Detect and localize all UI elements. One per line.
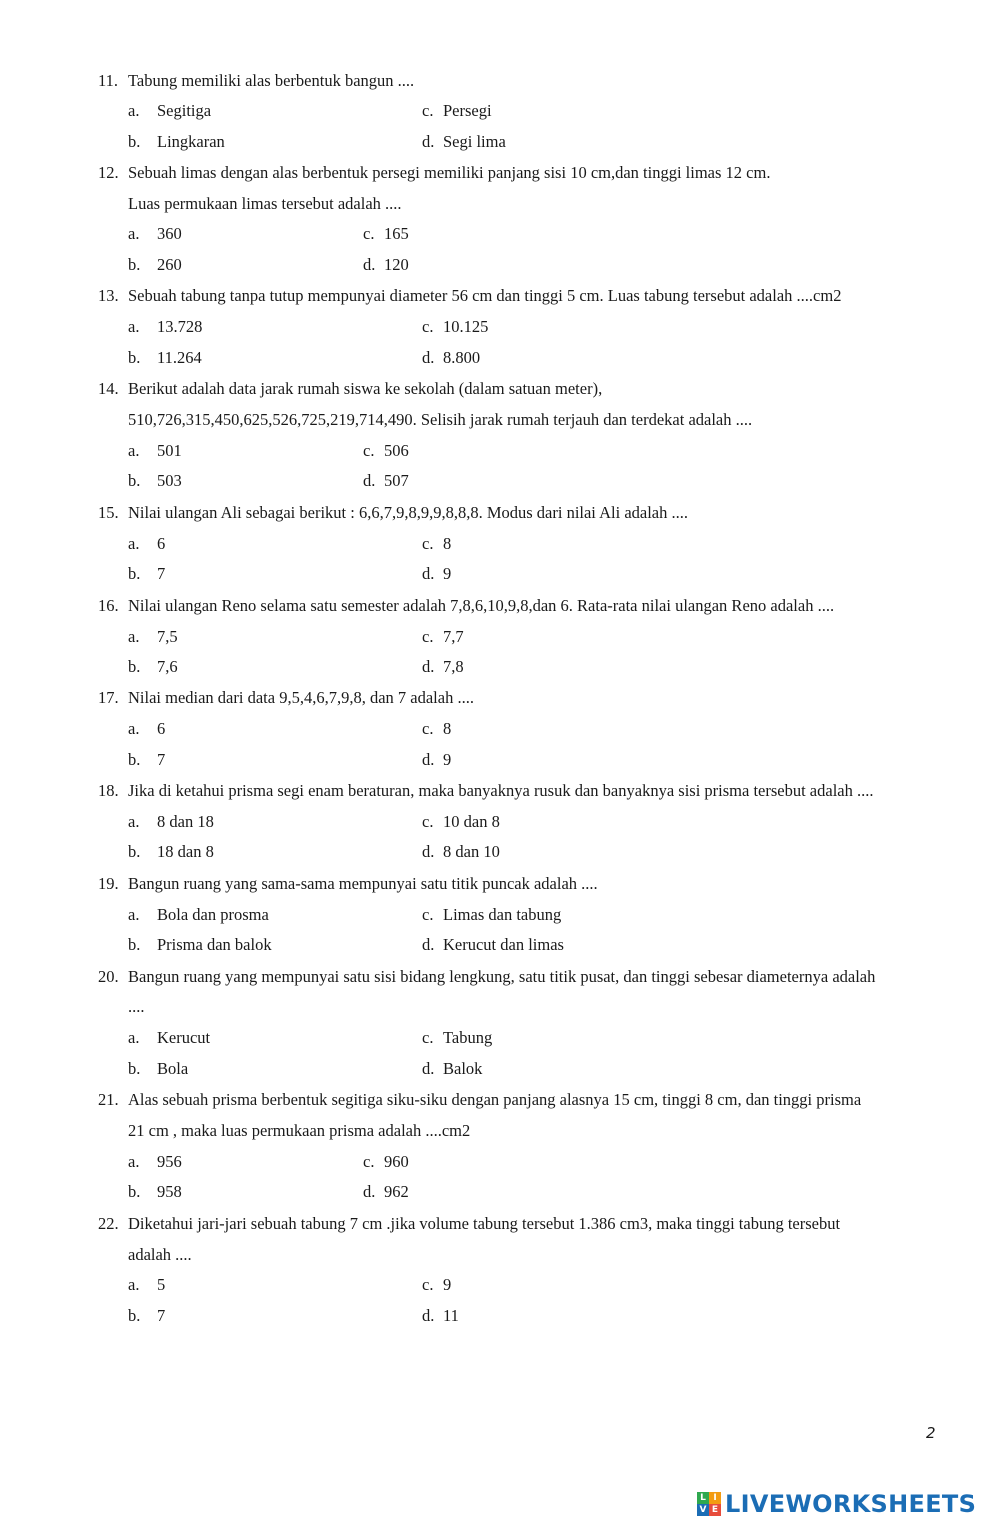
option-letter: b. [128,750,141,769]
option-text: Segi lima [443,132,506,151]
option-text: Persegi [443,101,492,120]
question-text: Bangun ruang yang mempunyai satu sisi bidang lengkung, satu titik pusat, dan tinggi sebesar diameternya adalah [128,967,876,986]
question-text: Berikut adalah data jarak rumah siswa ke sekolah (dalam satuan meter), [128,379,603,398]
option-letter: d. [363,255,376,274]
option-b[interactable] [128,1182,182,1202]
option-text: 8 dan 10 [443,842,500,861]
question-number: 20. [98,967,119,986]
option-letter: c. [422,534,434,553]
question-text: 510,726,315,450,625,526,725,219,714,490. Selisih jarak rumah terjauh dan terdekat adalah .... [128,410,753,429]
option-text: 507 [384,471,409,490]
option-a[interactable] [128,1152,182,1172]
option-text: 7,7 [443,627,464,646]
option-text: 11 [443,1306,459,1325]
option-letter: a. [128,719,140,738]
option-letter: c. [422,905,434,924]
option-text: 10.125 [443,317,489,336]
option-c[interactable] [422,1028,492,1048]
option-text: 7,6 [157,657,178,676]
option-a[interactable] [128,1028,210,1048]
question-number: 18. [98,781,119,800]
question-text: Nilai median dari data 9,5,4,6,7,9,8, dan 7 adalah .... [128,688,474,707]
option-a[interactable] [128,224,182,244]
option-text: Limas dan tabung [443,905,562,924]
option-text: 7 [157,564,166,583]
option-text: 960 [384,1152,409,1171]
option-c[interactable] [363,1152,409,1172]
logo-tile: L [697,1492,709,1504]
option-d[interactable] [363,255,409,275]
question-text: Diketahui jari-jari sebuah tabung 7 cm .jika volume tabung tersebut 1.386 cm3, maka tinggi tabung tersebut [128,1214,841,1233]
option-b[interactable] [128,255,182,275]
option-text: 260 [157,255,182,274]
option-letter: d. [422,750,435,769]
option-c[interactable] [422,101,492,121]
option-text: 9 [443,1275,452,1294]
option-text: 962 [384,1182,409,1201]
option-text: 8 [443,719,452,738]
option-text: 958 [157,1182,182,1201]
option-letter: c. [422,719,434,738]
option-letter: b. [128,1182,141,1201]
option-letter: a. [128,101,140,120]
option-text: Bola [157,1059,189,1078]
option-d[interactable] [422,935,564,955]
option-d[interactable] [422,564,451,584]
question-number: 15. [98,503,119,522]
option-a[interactable] [128,1275,165,1295]
option-c[interactable] [422,317,488,337]
option-text: 8 dan 18 [157,812,214,831]
question-text: Nilai ulangan Ali sebagai berikut : 6,6,7,9,8,9,9,8,8,8. Modus dari nilai Ali adalah .... [128,503,688,522]
option-d[interactable] [422,842,500,862]
option-b[interactable] [128,132,225,152]
option-letter: d. [422,564,435,583]
option-text: Balok [443,1059,483,1078]
option-c[interactable] [422,905,561,925]
question-text: .... [128,997,145,1016]
option-a[interactable] [128,534,165,554]
option-letter: a. [128,317,140,336]
question-number: 14. [98,379,119,398]
option-letter: d. [363,1182,376,1201]
option-letter: b. [128,1306,141,1325]
option-a[interactable] [128,627,178,647]
option-text: 5 [157,1275,166,1294]
option-letter: a. [128,534,140,553]
option-text: 8.800 [443,348,481,367]
option-letter: d. [422,1059,435,1078]
option-text: 11.264 [157,348,202,367]
option-letter: a. [128,441,140,460]
option-text: 13.728 [157,317,203,336]
option-text: Kerucut dan limas [443,935,564,954]
logo-tile: E [709,1504,721,1516]
question-text: Tabung memiliki alas berbentuk bangun .... [128,71,415,90]
option-b[interactable] [128,471,182,491]
option-b[interactable] [128,750,165,770]
option-text: 7,8 [443,657,464,676]
question-number: 22. [98,1214,119,1233]
option-letter: b. [128,471,141,490]
option-c[interactable] [363,224,409,244]
option-b[interactable] [128,657,178,677]
option-d[interactable] [422,348,480,368]
option-c[interactable] [422,534,451,554]
option-b[interactable] [128,1059,188,1079]
question-text: Nilai ulangan Reno selama satu semester adalah 7,8,6,10,9,8,dan 6. Rata-rata nilai ulangan Reno adalah .... [128,596,835,615]
question-number: 17. [98,688,119,707]
option-b[interactable] [128,842,214,862]
option-letter: d. [422,132,435,151]
option-letter: a. [128,905,140,924]
option-text: 120 [384,255,409,274]
option-d[interactable] [422,1306,459,1326]
option-text: Tabung [443,1028,493,1047]
option-d[interactable] [422,132,506,152]
option-text: 956 [157,1152,182,1171]
option-c[interactable] [422,719,451,739]
option-letter: b. [128,842,141,861]
option-a[interactable] [128,812,214,832]
option-b[interactable] [128,564,165,584]
option-a[interactable] [128,101,211,121]
question-number: 11. [98,71,119,90]
option-letter: c. [422,627,434,646]
option-letter: a. [128,1028,140,1047]
option-b[interactable] [128,935,272,955]
option-text: 7,5 [157,627,178,646]
option-text: 6 [157,719,166,738]
option-text: 360 [157,224,182,243]
option-text: Prisma dan balok [157,935,272,954]
option-text: 7 [157,1306,166,1325]
option-text: 503 [157,471,182,490]
option-b[interactable] [128,1306,165,1326]
option-c[interactable] [363,441,409,461]
option-letter: a. [128,1275,140,1294]
option-letter: c. [422,317,434,336]
option-letter: b. [128,132,141,151]
option-d[interactable] [422,1059,482,1079]
option-text: 18 dan 8 [157,842,214,861]
question-text: adalah .... [128,1245,192,1264]
option-letter: c. [422,1028,434,1047]
option-letter: d. [363,471,376,490]
option-letter: d. [422,842,435,861]
option-letter: a. [128,627,140,646]
option-text: 165 [384,224,409,243]
question-text: Bangun ruang yang sama-sama mempunyai satu titik puncak adalah .... [128,874,598,893]
question-number: 21. [98,1090,119,1109]
question-text: Luas permukaan limas tersebut adalah .... [128,194,402,213]
page-number: 2 [926,1424,936,1442]
option-letter: a. [128,1152,140,1171]
option-letter: b. [128,935,141,954]
option-text: 501 [157,441,182,460]
option-b[interactable] [128,348,202,368]
option-text: Bola dan prosma [157,905,269,924]
option-letter: c. [422,1275,434,1294]
option-text: Lingkaran [157,132,225,151]
option-a[interactable] [128,317,202,337]
option-text: 506 [384,441,409,460]
option-letter: d. [422,1306,435,1325]
option-letter: a. [128,812,140,831]
option-letter: b. [128,657,141,676]
option-text: Segitiga [157,101,212,120]
option-text: 9 [443,564,452,583]
liveworksheets-logo-icon [697,1492,721,1516]
option-letter: b. [128,564,141,583]
option-letter: d. [422,935,435,954]
question-text: Sebuah tabung tanpa tutup mempunyai diameter 56 cm dan tinggi 5 cm. Luas tabung tersebut adalah ....cm2 [128,286,842,305]
question-number: 13. [98,286,119,305]
option-a[interactable] [128,441,182,461]
option-letter: c. [422,812,434,831]
logo-tile: V [697,1504,709,1516]
question-number: 19. [98,874,119,893]
option-text: 10 dan 8 [443,812,500,831]
option-d[interactable] [422,657,464,677]
option-letter: d. [422,657,435,676]
option-text: 7 [157,750,166,769]
option-d[interactable] [363,471,409,491]
question-number: 16. [98,596,119,615]
option-a[interactable] [128,719,165,739]
option-letter: c. [422,101,434,120]
option-c[interactable] [422,1275,451,1295]
question-number: 12. [98,163,119,182]
option-c[interactable] [422,812,500,832]
option-letter: b. [128,1059,141,1078]
option-letter: a. [128,224,140,243]
option-text: 6 [157,534,166,553]
option-text: Kerucut [157,1028,211,1047]
option-letter: b. [128,348,141,367]
liveworksheets-brand[interactable] [697,1488,976,1520]
question-text: Sebuah limas dengan alas berbentuk persegi memiliki panjang sisi 10 cm,dan tinggi limas 12 cm. [128,163,771,182]
option-text: 9 [443,750,452,769]
option-letter: c. [363,224,375,243]
option-letter: c. [363,1152,375,1171]
question-text: Alas sebuah prisma berbentuk segitiga siku-siku dengan panjang alasnya 15 cm, tinggi 8 cm, dan tinggi prisma [128,1090,862,1109]
logo-tile: I [709,1492,721,1504]
option-letter: c. [363,441,375,460]
option-d[interactable] [422,750,451,770]
option-letter: d. [422,348,435,367]
option-letter: b. [128,255,141,274]
option-text: 8 [443,534,452,553]
option-a[interactable] [128,905,269,925]
brand-name: LIVEWORKSHEETS [725,1490,977,1518]
option-d[interactable] [363,1182,409,1202]
question-text: 21 cm , maka luas permukaan prisma adalah ....cm2 [128,1121,471,1140]
question-text: Jika di ketahui prisma segi enam beraturan, maka banyaknya rusuk dan banyaknya sisi prisma tersebut adalah .... [128,781,874,800]
option-c[interactable] [422,627,464,647]
